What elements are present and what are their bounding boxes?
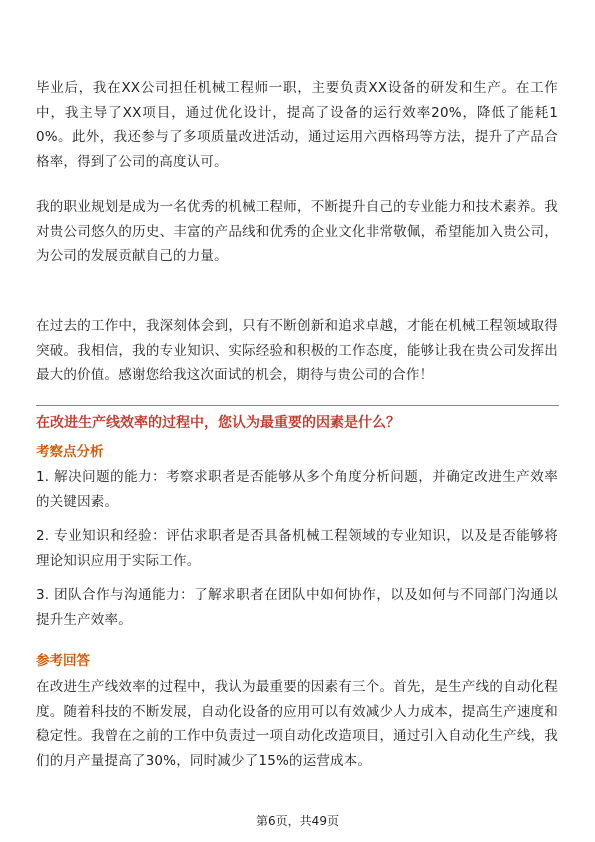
question-title: 在改进生产线效率的过程中，您认为最重要的因素是什么？ (36, 415, 400, 431)
page-number: 第6页，共49页 (256, 814, 339, 828)
analysis-point-2: 2. 专业知识和经验：评估求职者是否具备机械工程领域的专业知识，以及是否能够将理论知识应用于实际工作。 (36, 528, 558, 569)
answer-paragraph: 在改进生产线效率的过程中，我认为最重要的因素有三个。首先，是生产线的自动化程度。随着科技的不断发展，自动化设备的应用可以有效减少人力成本，提高生产速度和稳定性。我曾在之前的工作中负责过一项自动化改造项目，通过引入自动化生产线，我们的月产量提高了30%，同时减少了15%的运营成本。 (36, 679, 558, 769)
analysis-point-1: 1. 解决问题的能力：考察求职者是否能够从多个角度分析问题，并确定改进生产效率的关键因素。 (36, 469, 558, 510)
intro-paragraph-closing: 在过去的工作中，我深刻体会到，只有不断创新和追求卓越，才能在机械工程领域取得突破。我相信，我的专业知识、实际经验和积极的工作态度，能够让我在贵公司发挥出最大的价值。感谢您给我这次面试的机会，期待与贵公司的合作！ (36, 318, 558, 383)
answer-heading: 参考回答 (36, 653, 90, 669)
analysis-heading: 考察点分析 (36, 444, 104, 460)
section-divider (36, 405, 559, 406)
analysis-point-3: 3. 团队合作与沟通能力：了解求职者在团队中如何协作，以及如何与不同部门沟通以提升生产效率。 (36, 587, 558, 628)
intro-paragraph-career-plan: 我的职业规划是成为一名优秀的机械工程师，不断提升自己的专业能力和技术素养。我对贵公司悠久的历史、丰富的产品线和优秀的企业文化非常敬佩，希望能加入贵公司，为公司的发展贡献自己的力量。 (36, 199, 558, 264)
intro-paragraph-work-experience: 毕业后，我在XX公司担任机械工程师一职，主要负责XX设备的研发和生产。在工作中，我主导了XX项目，通过优化设计，提高了设备的运行效率20%，降低了能耗10%。此外，我还参与了多项质量改进活动，通过运用六西格玛等方法，提升了产品合格率，得到了公司的高度认可。 (36, 80, 558, 170)
